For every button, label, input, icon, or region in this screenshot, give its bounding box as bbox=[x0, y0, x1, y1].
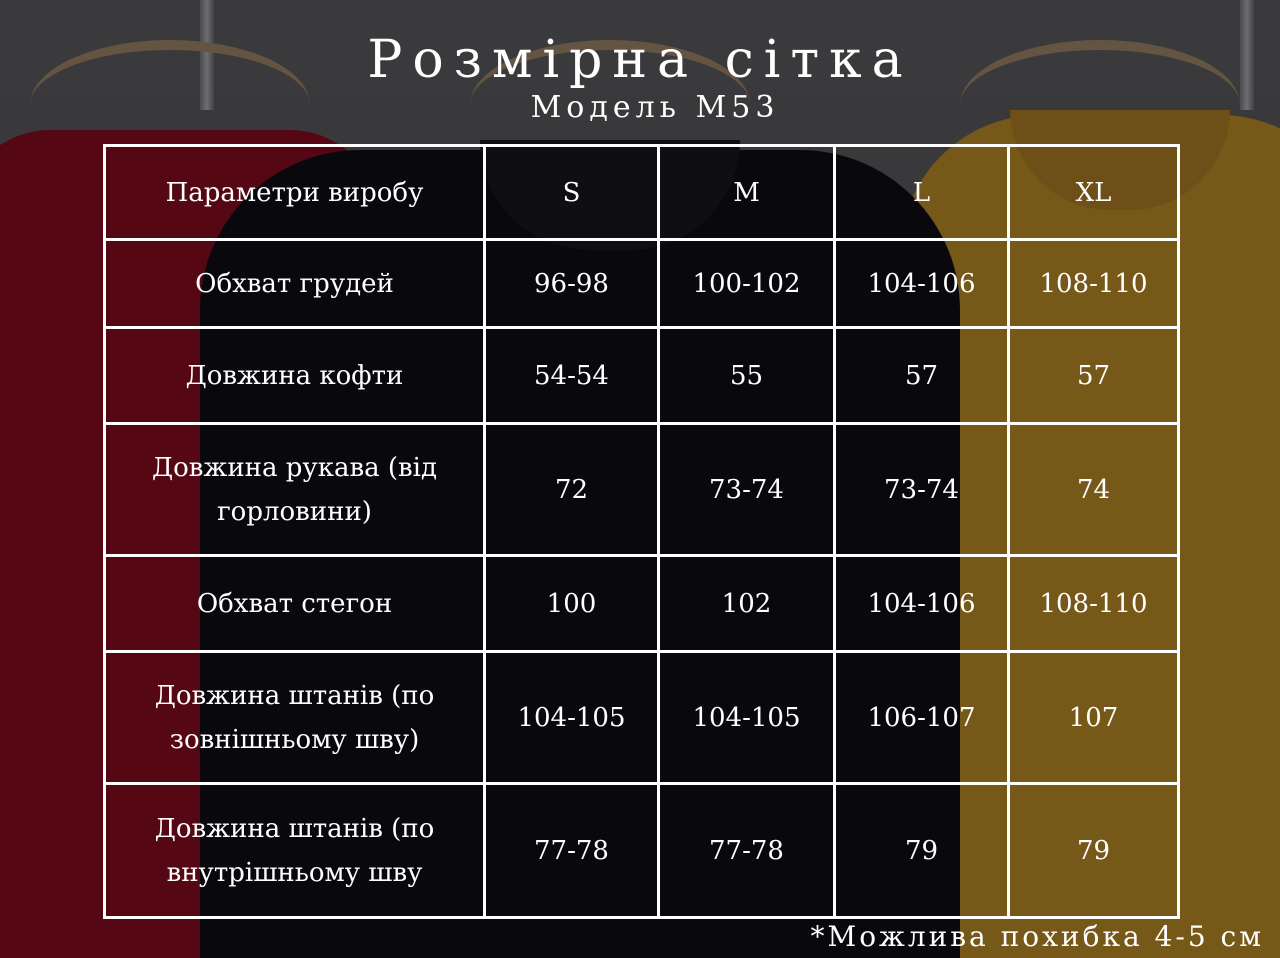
table-cell: 107 bbox=[1009, 652, 1179, 784]
table-cell: 96-98 bbox=[485, 240, 659, 328]
table-row bbox=[105, 240, 1179, 328]
row-label: Довжина штанів (по внутрішньому шву bbox=[105, 784, 485, 918]
column-header: S bbox=[485, 146, 659, 240]
row-label: Обхват стегон bbox=[105, 556, 485, 652]
table-cell: 74 bbox=[1009, 424, 1179, 556]
column-header: XL bbox=[1009, 146, 1179, 240]
table-cell: 77-78 bbox=[659, 784, 835, 918]
table-cell: 104-105 bbox=[485, 652, 659, 784]
tolerance-note: *Можлива похибка 4-5 см bbox=[810, 920, 1264, 953]
table-cell: 77-78 bbox=[485, 784, 659, 918]
column-header: Параметри виробу bbox=[105, 146, 485, 240]
table-cell: 108-110 bbox=[1009, 556, 1179, 652]
table-row bbox=[105, 784, 1179, 918]
page-title: Розмірна сітка bbox=[367, 30, 913, 90]
row-label: Довжина рукава (від горловини) bbox=[105, 424, 485, 556]
column-header: M bbox=[659, 146, 835, 240]
table-cell: 79 bbox=[1009, 784, 1179, 918]
row-label: Довжина штанів (по зовнішньому шву) bbox=[105, 652, 485, 784]
table-cell: 104-105 bbox=[659, 652, 835, 784]
table-cell: 104-106 bbox=[835, 240, 1009, 328]
table-cell: 57 bbox=[835, 328, 1009, 424]
table-row bbox=[105, 424, 1179, 556]
column-header: L bbox=[835, 146, 1009, 240]
model-subtitle: Модель М53 bbox=[530, 90, 780, 125]
table-cell: 73-74 bbox=[835, 424, 1009, 556]
row-label: Обхват грудей bbox=[105, 240, 485, 328]
table-row bbox=[105, 652, 1179, 784]
table-cell: 54-54 bbox=[485, 328, 659, 424]
table-cell: 106-107 bbox=[835, 652, 1009, 784]
table-cell: 55 bbox=[659, 328, 835, 424]
table-cell: 73-74 bbox=[659, 424, 835, 556]
table-row bbox=[105, 556, 1179, 652]
table-cell: 79 bbox=[835, 784, 1009, 918]
table-cell: 102 bbox=[659, 556, 835, 652]
table-cell: 100 bbox=[485, 556, 659, 652]
table-row bbox=[105, 328, 1179, 424]
table-cell: 108-110 bbox=[1009, 240, 1179, 328]
table-header-row bbox=[105, 146, 1179, 240]
table-cell: 72 bbox=[485, 424, 659, 556]
table-cell: 57 bbox=[1009, 328, 1179, 424]
size-chart-table bbox=[103, 144, 1180, 919]
row-label: Довжина кофти bbox=[105, 328, 485, 424]
table-cell: 100-102 bbox=[659, 240, 835, 328]
table-cell: 104-106 bbox=[835, 556, 1009, 652]
